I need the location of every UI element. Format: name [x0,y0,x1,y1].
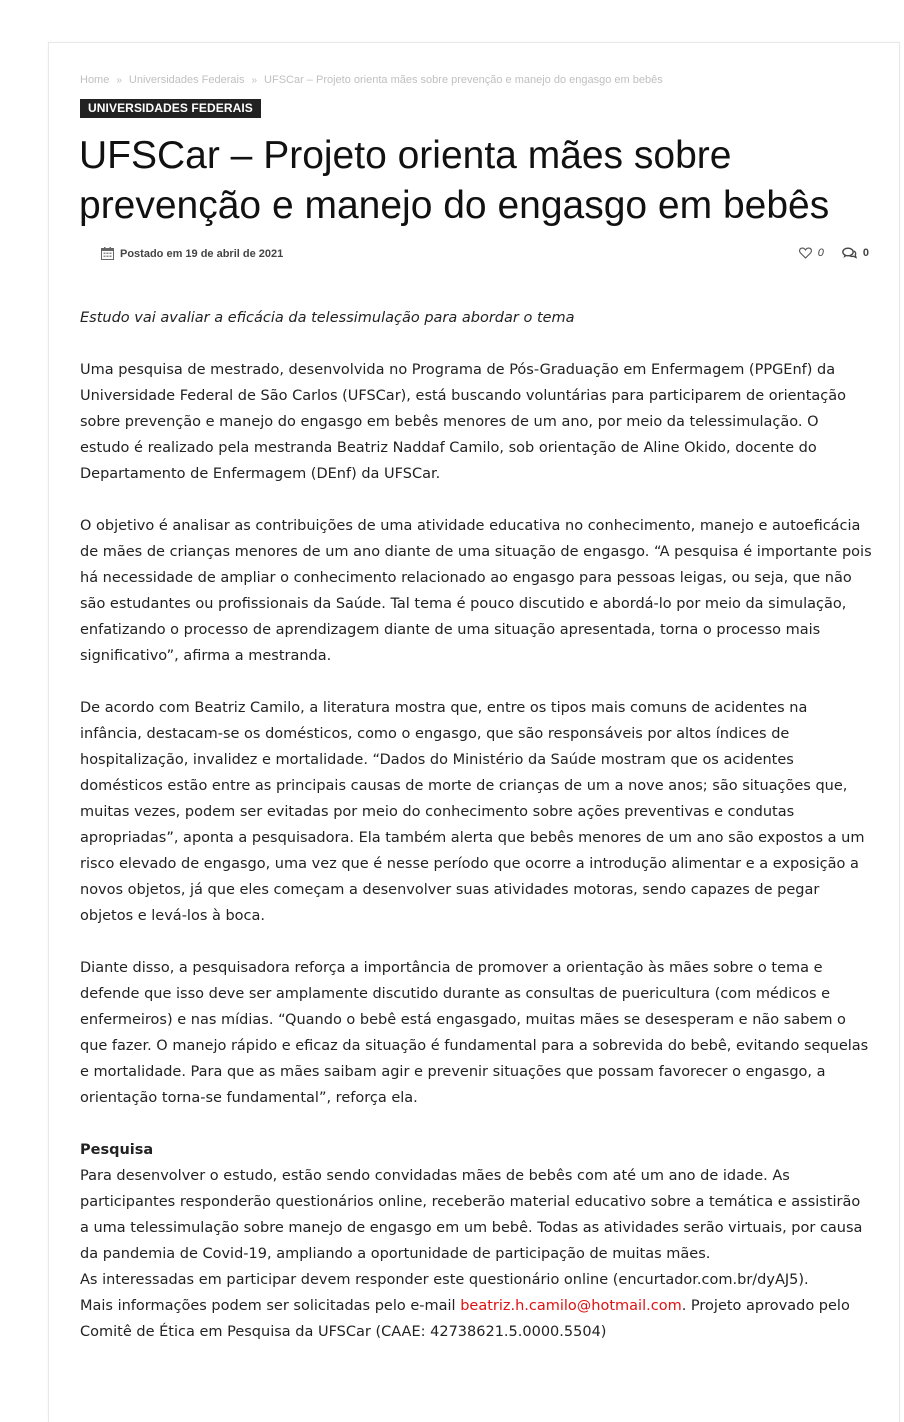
paragraph: De acordo com Beatriz Camilo, a literatura mostra que, entre os tipos mais comuns de acidentes na infância, destacam-se os domésticos, como o engasgo, que são responsáveis por altos índices de hospitalização, invalidez e mortalidade. “Dados do Ministério da Saúde mostram que os acidentes domésticos estão entre as principais causas de morte de crianças de um a nove anos; são situações que, muitas vezes, podem ser evitadas por meio do conhecimento sobre ações preventivas e condutas apropriadas”, aponta a pesquisadora. Ela também alerta que bebês menores de um ano são expostos a um risco elevado de engasgo, uma vez que é nesse período que ocorre a introdução alimentar e a exposição a novos objetos, já que eles começam a desenvolver suas atividades motoras, sendo capazes de pegar objetos e levá-los à boca. [80,700,865,924]
section-heading: Pesquisa [80,1142,154,1158]
like-count: 0 [817,247,824,259]
like-button[interactable] [799,247,824,259]
comment-icon [842,247,857,259]
heart-icon [799,247,812,259]
article-lead: Estudo vai avaliar a eficácia da telessimulação para abordar o tema [80,310,575,326]
comments-button[interactable] [842,247,869,259]
breadcrumb-current: UFSCar – Projeto orienta mães sobre prevenção e manejo do engasgo em bebês [264,74,663,86]
article-card [48,42,900,1422]
paragraph [80,1293,872,1345]
post-date: Postado em 19 de abril de 2021 [120,247,284,260]
paragraph: Diante disso, a pesquisadora reforça a importância de promover a orientação às mães sobre o tema e defende que isso deve ser amplamente discutido durante as consultas de puericultura (com médicos e enfermeiros) e nas mídias. “Quando o bebê está engasgado, muitas mães se desesperam e não sabem o que fazer. O manejo rápido e eficaz da situação é fundamental para a sobrevida do bebê, evitando sequelas e mortalidade. Para que as mães saibam agir e prevenir situações que possam favorecer o engasgo, a orientação torna-se fundamental”, reforça ela. [80,960,869,1106]
paragraph: O objetivo é analisar as contribuições de uma atividade educativa no conhecimento, manejo e autoeficácia de mães de crianças menores de um ano diante de uma situação de engasgo. “A pesquisa é importante pois há necessidade de ampliar o conhecimento relacionado ao engasgo para pessoas leigas, ou seja, que não são estudantes ou profissionais da Saúde. Tal tema é pouco discutido e abordá-lo por meio da simulação, enfatizando o processo de aprendizagem diante de uma situação apresentada, torna o processo mais significativo”, afirma a mestranda. [80,518,872,664]
paragraph: As interessadas em participar devem responder este questionário online (encurtador.com.br/dyAJ5). [80,1272,809,1288]
category-badge[interactable]: UNIVERSIDADES FEDERAIS [80,99,261,118]
paragraph-text: . Projeto aprovado pelo Comitê de Ética em Pesquisa da UFSCar (CAAE: 42738621.5.0000.5504) [80,1298,850,1340]
post-counters [781,247,869,259]
paragraph: Para desenvolver o estudo, estão sendo convidadas mães de bebês com até um ano de idade. As participantes responderão questionários online, receberão material educativo sobre a temática e assistirão a uma telessimulação sobre manejo de engasgo em um bebê. Todas as atividades serão virtuais, por causa da pandemia de Covid-19, ampliando a oportunidade de participação de muitas mães. [80,1168,863,1262]
article-body [80,305,872,1345]
breadcrumb [80,74,663,86]
page-title: UFSCar – Projeto orienta mães sobre prevenção e manejo do engasgo em bebês [79,134,830,227]
chevron-right-icon: » [116,75,122,86]
email-link[interactable]: beatriz.h.camilo@hotmail.com [460,1298,682,1314]
paragraph: Uma pesquisa de mestrado, desenvolvida no Programa de Pós-Graduação em Enfermagem (PPGEnf) da Universidade Federal de São Carlos (UFSCar), está buscando voluntárias para participarem de orientação sobre prevenção e manejo do engasgo em bebês menores de um ano, por meio da telessimulação. O estudo é realizado pela mestranda Beatriz Naddaf Camilo, sob orientação de Aline Okido, docente do Departamento de Enfermagem (DEnf) da UFSCar. [80,362,847,482]
calendar-icon [101,247,114,260]
post-meta [101,247,283,260]
comment-count: 0 [862,247,869,259]
paragraph-text: Mais informações podem ser solicitadas pelo e-mail [80,1298,461,1314]
breadcrumb-category[interactable]: Universidades Federais [128,74,245,86]
breadcrumb-home[interactable]: Home [80,74,110,86]
chevron-right-icon: » [251,75,258,86]
